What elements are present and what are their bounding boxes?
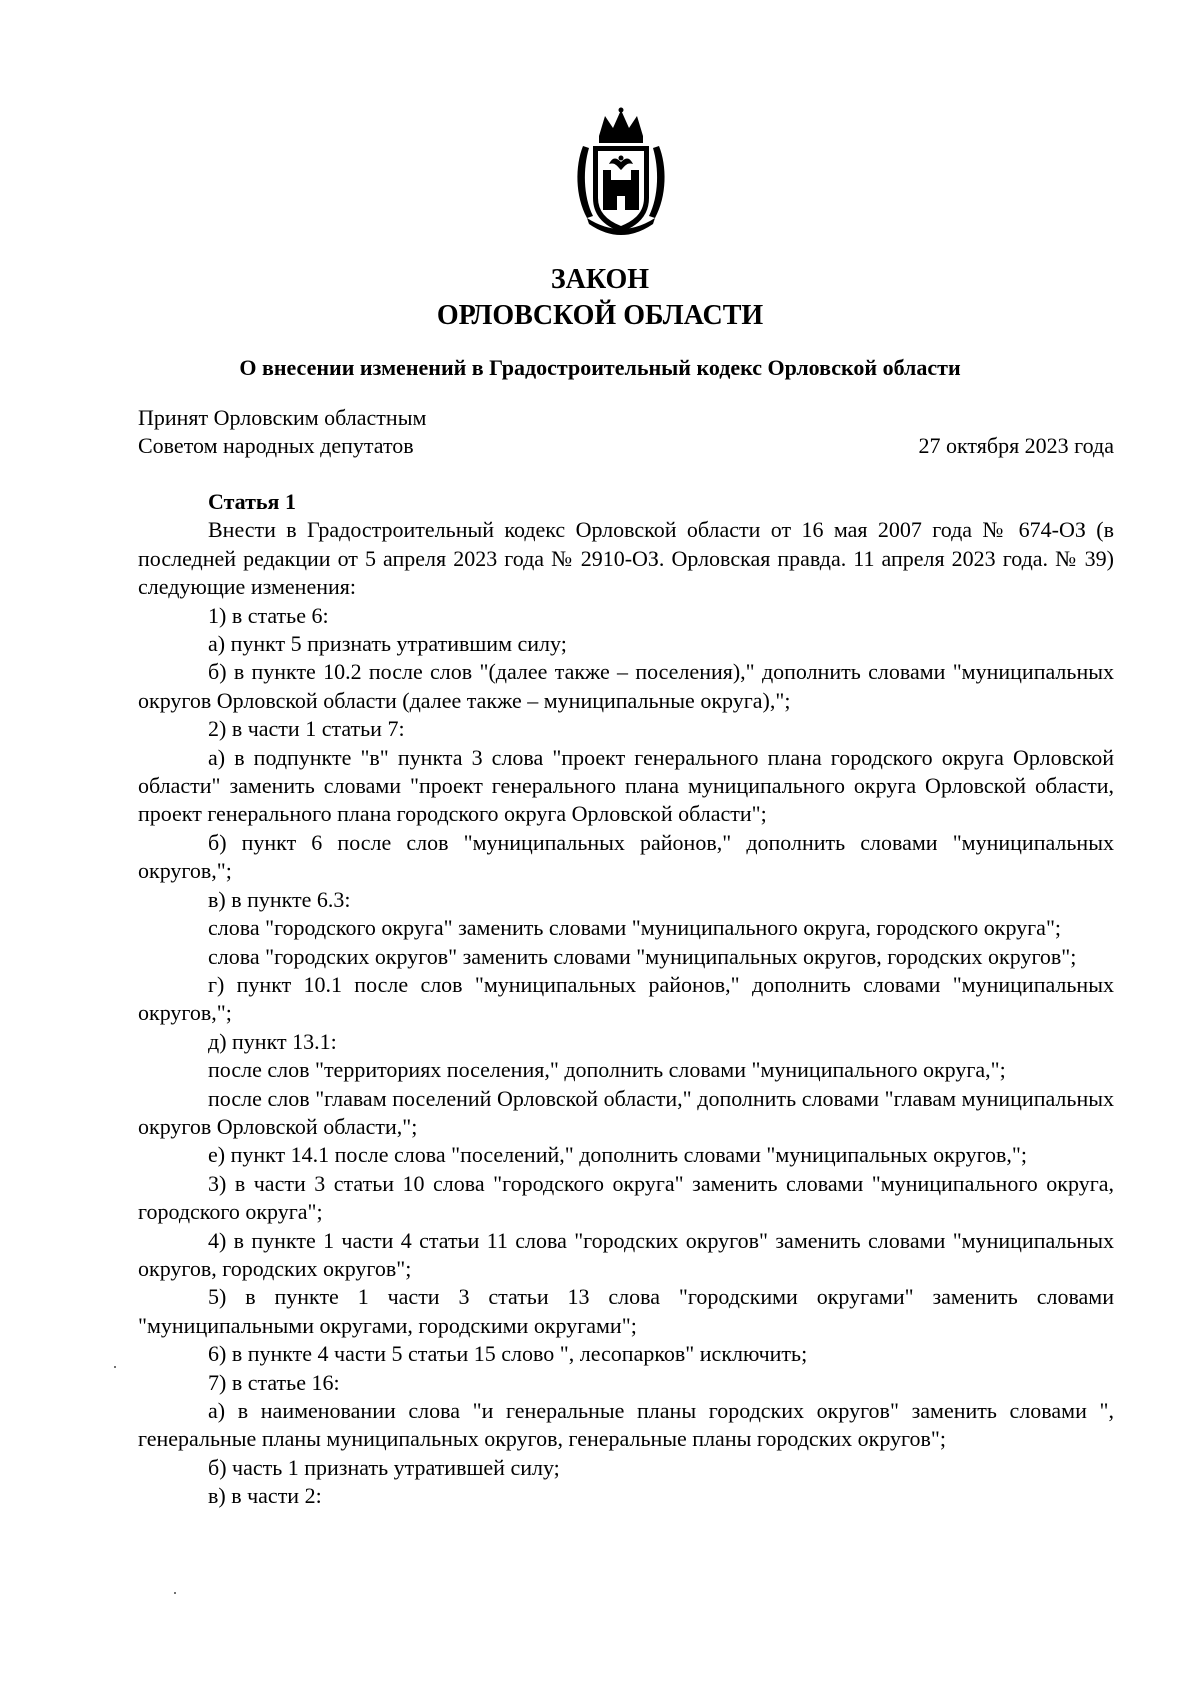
article-heading: Статья 1 (208, 489, 296, 514)
paragraph: 2) в части 1 статьи 7: (208, 716, 405, 742)
paragraph: слова "городских округов" заменить словами "муниципальных округов, городских округов"; (208, 943, 1077, 969)
law-title: ЗАКОН (550, 264, 650, 295)
paragraph: б) часть 1 признать утратившей силу; (208, 1454, 560, 1480)
paragraph: а) в наименовании слова "и генеральные планы городских округов" заменить словами ", генеральные планы муниципальных округов, генеральные планы городских округов"; (138, 1398, 1114, 1452)
paragraph: после слов "территориях поселения," дополнить словами "муниципального округа,"; (208, 1057, 1006, 1083)
paragraph: 7) в статье 16: (208, 1369, 340, 1395)
law-subtitle: О внесении изменений в Градостроительный кодекс Орловской области (239, 355, 961, 380)
paragraph: в) в пункте 6.3: (208, 886, 351, 912)
adoption-date: 27 октября 2023 года (918, 433, 1114, 458)
scan-speck (174, 1592, 176, 1594)
adopted-by (138, 404, 426, 460)
paragraph: а) пункт 5 признать утратившим силу; (208, 631, 567, 657)
paragraph: после слов "главам поселений Орловской области," дополнить словами "главам муниципальных округов Орловской области,"; (138, 1085, 1114, 1139)
scan-speck (114, 1366, 116, 1368)
adopted-line-1: Принят Орловским областным (138, 405, 427, 430)
paragraph: Внести в Градостроительный кодекс Орловской области от 16 мая 2007 года № 674-ОЗ (в последней редакции от 5 апреля 2023 года № 2910-ОЗ. Орловская правда. 11 апреля 2023 года. № 39) следующие изменения: (138, 517, 1114, 600)
paragraph: 6) в пункте 4 части 5 статьи 15 слово ", лесопарков" исключить; (208, 1341, 808, 1367)
law-region-title: ОРЛОВСКОЙ ОБЛАСТИ (436, 300, 764, 331)
paragraph: д) пункт 13.1: (208, 1028, 337, 1054)
paragraph: а) в подпункте "в" пункта 3 слова "проект генерального плана городского округа Орловской области" заменить словами "проект генерального плана муниципального округа Орловской области, проект генерального плана городского округа Орловской области"; (138, 744, 1114, 827)
paragraph: в) в части 2: (208, 1483, 322, 1509)
paragraph: б) пункт 6 после слов "муниципальных районов," дополнить словами "муниципальных округов,"; (138, 829, 1114, 884)
paragraph: 1) в статье 6: (208, 602, 329, 628)
paragraph: г) пункт 10.1 после слов "муниципальных районов," дополнить словами "муниципальных округов,"; (138, 971, 1114, 1026)
paragraph: слова "городского округа" заменить словами "муниципального округа, городского округа"; (208, 915, 1062, 941)
coat-of-arms-icon (569, 106, 673, 242)
paragraph: б) в пункте 10.2 после слов "(далее также – поселения)," дополнить словами "муниципальных округов Орловской области (далее также – муниципальные округа),"; (138, 659, 1114, 713)
paragraph: 3) в части 3 статьи 10 слова "городского округа" заменить словами "муниципального округа, городского округа"; (138, 1170, 1114, 1225)
adopted-line-2: Советом народных депутатов (138, 433, 414, 458)
paragraph: е) пункт 14.1 после слова "поселений," дополнить словами "муниципальных округов,"; (208, 1142, 1028, 1168)
article-body (138, 488, 1114, 1511)
paragraph: 5) в пункте 1 части 3 статьи 13 слова "городскими округами" заменить словами "муниципальными округами, городскими округами"; (138, 1284, 1114, 1338)
paragraph: 4) в пункте 1 части 4 статьи 11 слова "городских округов" заменить словами "муниципальных округов, городских округов"; (138, 1227, 1114, 1281)
